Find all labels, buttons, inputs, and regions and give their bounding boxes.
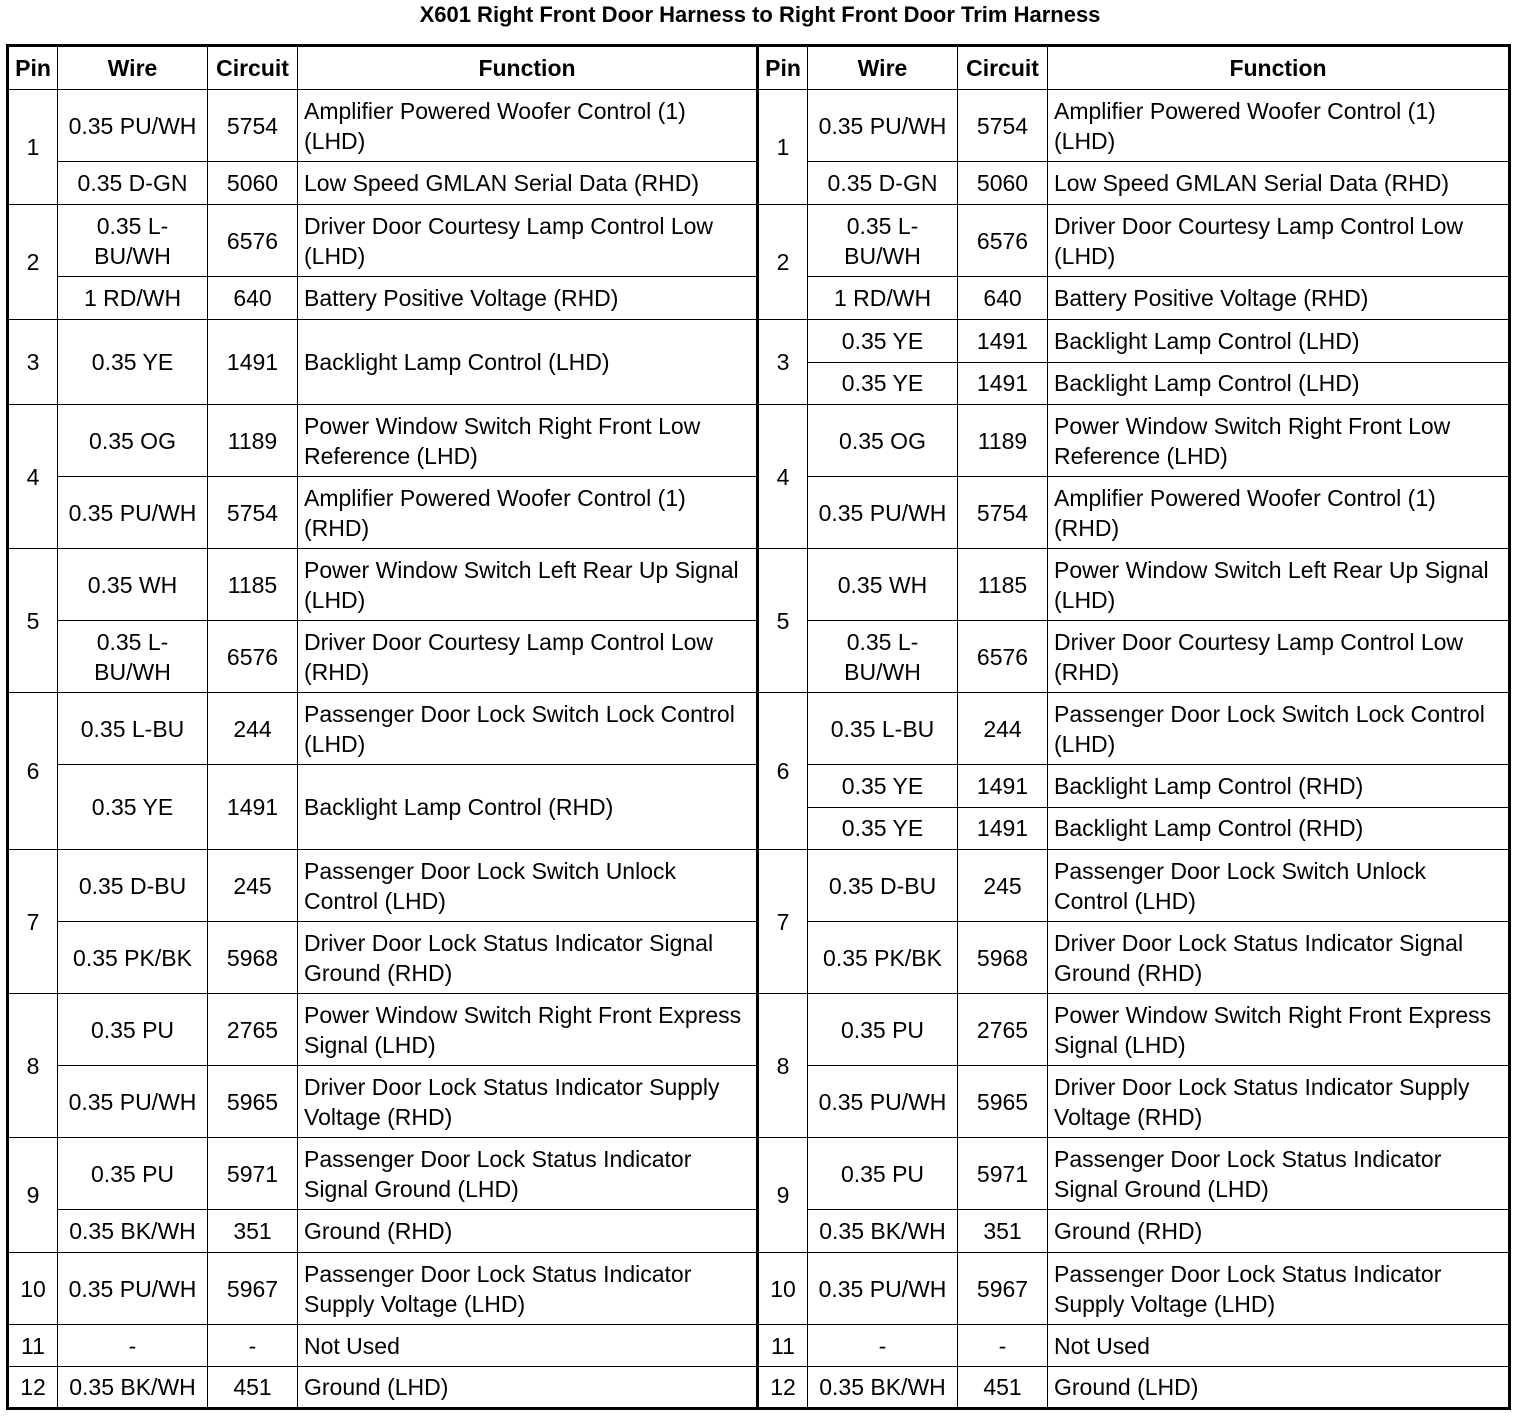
circuit-cell: 5754	[208, 90, 298, 162]
wire-cell: 0.35 BK/WH	[808, 1367, 958, 1409]
wire-cell: 0.35 PU	[58, 994, 208, 1066]
function-cell: Amplifier Powered Woofer Control (1) (LHD)	[1048, 90, 1510, 162]
header-circuit: Circuit	[208, 46, 298, 90]
circuit-cell: 2765	[958, 994, 1048, 1066]
circuit-cell: 640	[208, 277, 298, 320]
function-cell: Not Used	[298, 1325, 758, 1367]
wire-cell: 0.35 PU	[808, 994, 958, 1066]
circuit-cell: 5754	[958, 90, 1048, 162]
pin-cell: 6	[8, 693, 58, 850]
circuit-cell: 244	[208, 693, 298, 765]
wire-cell: 0.35 D-BU	[58, 850, 208, 922]
header-function: Function	[298, 46, 758, 90]
function-cell: Backlight Lamp Control (LHD)	[298, 320, 758, 405]
pinout-table	[6, 44, 1511, 1410]
function-cell: Power Window Switch Left Rear Up Signal (LHD)	[298, 549, 758, 621]
wire-cell: 0.35 PU	[808, 1138, 958, 1210]
circuit-cell: 5967	[958, 1253, 1048, 1325]
circuit-cell: 5754	[958, 477, 1048, 549]
table-row	[8, 994, 1510, 1066]
function-cell: Ground (LHD)	[298, 1367, 758, 1409]
circuit-cell: 1491	[208, 320, 298, 405]
pin-cell: 5	[758, 549, 808, 693]
pin-cell: 8	[758, 994, 808, 1138]
wire-cell: 0.35 YE	[808, 807, 958, 850]
pin-cell: 4	[758, 405, 808, 549]
wire-cell: 1 RD/WH	[58, 277, 208, 320]
function-cell: Driver Door Lock Status Indicator Signal Ground (RHD)	[298, 922, 758, 994]
pin-cell: 5	[8, 549, 58, 693]
circuit-cell: 1491	[958, 765, 1048, 808]
function-cell: Backlight Lamp Control (LHD)	[1048, 362, 1510, 405]
table-row	[8, 850, 1510, 922]
circuit-cell: 245	[958, 850, 1048, 922]
wire-cell: 0.35 PK/BK	[58, 922, 208, 994]
table-row	[8, 1367, 1510, 1409]
function-cell: Driver Door Courtesy Lamp Control Low (LHD)	[1048, 205, 1510, 277]
header-function: Function	[1048, 46, 1510, 90]
pin-cell: 2	[758, 205, 808, 320]
circuit-cell: 5060	[958, 162, 1048, 205]
circuit-cell: 2765	[208, 994, 298, 1066]
function-cell: Passenger Door Lock Status Indicator Supply Voltage (LHD)	[298, 1253, 758, 1325]
circuit-cell: 351	[958, 1210, 1048, 1253]
pin-cell: 1	[8, 90, 58, 205]
wire-cell: 0.35 BK/WH	[808, 1210, 958, 1253]
circuit-cell: 1491	[208, 765, 298, 850]
function-cell: Ground (RHD)	[1048, 1210, 1510, 1253]
pin-cell: 8	[8, 994, 58, 1138]
page-title: X601 Right Front Door Harness to Right Front Door Trim Harness	[419, 2, 1101, 27]
wire-cell: 0.35 PK/BK	[808, 922, 958, 994]
function-cell: Passenger Door Lock Switch Lock Control (LHD)	[1048, 693, 1510, 765]
wire-cell: 0.35 YE	[808, 362, 958, 405]
table-row	[8, 693, 1510, 765]
function-cell: Driver Door Lock Status Indicator Supply Voltage (RHD)	[1048, 1066, 1510, 1138]
circuit-cell: 5060	[208, 162, 298, 205]
table-row	[8, 1253, 1510, 1325]
circuit-cell: 451	[958, 1367, 1048, 1409]
pin-cell: 7	[8, 850, 58, 994]
function-cell: Passenger Door Lock Status Indicator Supply Voltage (LHD)	[1048, 1253, 1510, 1325]
circuit-cell: -	[958, 1325, 1048, 1367]
function-cell: Battery Positive Voltage (RHD)	[298, 277, 758, 320]
circuit-cell: 6576	[958, 205, 1048, 277]
header-pin: Pin	[8, 46, 58, 90]
wire-cell: 0.35 L-BU/WH	[808, 205, 958, 277]
wire-cell: 0.35 YE	[58, 320, 208, 405]
function-cell: Backlight Lamp Control (RHD)	[1048, 807, 1510, 850]
pin-cell: 10	[8, 1253, 58, 1325]
table-row	[8, 90, 1510, 162]
table-row	[8, 205, 1510, 277]
table-row	[8, 405, 1510, 477]
wire-cell: 0.35 PU/WH	[58, 1253, 208, 1325]
wire-cell: 0.35 L-BU	[808, 693, 958, 765]
function-cell: Driver Door Lock Status Indicator Signal Ground (RHD)	[1048, 922, 1510, 994]
circuit-cell: 6576	[958, 621, 1048, 693]
pin-cell: 10	[758, 1253, 808, 1325]
function-cell: Ground (LHD)	[1048, 1367, 1510, 1409]
wire-cell: 0.35 YE	[808, 320, 958, 363]
circuit-cell: 1491	[958, 807, 1048, 850]
circuit-cell: 5965	[208, 1066, 298, 1138]
circuit-cell: 5754	[208, 477, 298, 549]
function-cell: Driver Door Courtesy Lamp Control Low (RHD)	[1048, 621, 1510, 693]
pin-cell: 2	[8, 205, 58, 320]
pin-cell: 12	[758, 1367, 808, 1409]
wire-cell: -	[58, 1325, 208, 1367]
circuit-cell: -	[208, 1325, 298, 1367]
wire-cell: 0.35 PU/WH	[808, 90, 958, 162]
wire-cell: 0.35 PU/WH	[808, 1253, 958, 1325]
function-cell: Low Speed GMLAN Serial Data (RHD)	[298, 162, 758, 205]
circuit-cell: 1189	[208, 405, 298, 477]
function-cell: Passenger Door Lock Switch Lock Control (LHD)	[298, 693, 758, 765]
wire-cell: 0.35 PU/WH	[808, 477, 958, 549]
function-cell: Passenger Door Lock Switch Unlock Control (LHD)	[298, 850, 758, 922]
circuit-cell: 5965	[958, 1066, 1048, 1138]
function-cell: Power Window Switch Right Front Low Reference (LHD)	[298, 405, 758, 477]
circuit-cell: 5968	[208, 922, 298, 994]
function-cell: Passenger Door Lock Status Indicator Signal Ground (LHD)	[298, 1138, 758, 1210]
pin-cell: 4	[8, 405, 58, 549]
function-cell: Driver Door Lock Status Indicator Supply Voltage (RHD)	[298, 1066, 758, 1138]
wire-cell: 0.35 WH	[58, 549, 208, 621]
function-cell: Low Speed GMLAN Serial Data (RHD)	[1048, 162, 1510, 205]
pin-cell: 1	[758, 90, 808, 205]
table-row	[8, 1138, 1510, 1210]
wire-cell: 0.35 OG	[58, 405, 208, 477]
circuit-cell: 451	[208, 1367, 298, 1409]
function-cell: Not Used	[1048, 1325, 1510, 1367]
circuit-cell: 1189	[958, 405, 1048, 477]
pin-cell: 9	[8, 1138, 58, 1253]
function-cell: Amplifier Powered Woofer Control (1) (RHD)	[1048, 477, 1510, 549]
circuit-cell: 6576	[208, 205, 298, 277]
table-row	[8, 549, 1510, 621]
circuit-cell: 244	[958, 693, 1048, 765]
function-cell: Backlight Lamp Control (LHD)	[1048, 320, 1510, 363]
wire-cell: 0.35 D-GN	[58, 162, 208, 205]
pin-cell: 3	[8, 320, 58, 405]
pin-cell: 6	[758, 693, 808, 850]
pin-cell: 11	[8, 1325, 58, 1367]
function-cell: Passenger Door Lock Switch Unlock Control (LHD)	[1048, 850, 1510, 922]
circuit-cell: 1185	[208, 549, 298, 621]
function-cell: Power Window Switch Right Front Express Signal (LHD)	[298, 994, 758, 1066]
circuit-cell: 5968	[958, 922, 1048, 994]
circuit-cell: 5971	[958, 1138, 1048, 1210]
wire-cell: 0.35 L-BU/WH	[58, 205, 208, 277]
wire-cell: 0.35 YE	[808, 765, 958, 808]
circuit-cell: 5967	[208, 1253, 298, 1325]
function-cell: Passenger Door Lock Status Indicator Signal Ground (LHD)	[1048, 1138, 1510, 1210]
wire-cell: 0.35 PU/WH	[808, 1066, 958, 1138]
function-cell: Power Window Switch Right Front Express Signal (LHD)	[1048, 994, 1510, 1066]
wire-cell: 0.35 PU/WH	[58, 1066, 208, 1138]
pin-cell: 11	[758, 1325, 808, 1367]
wire-cell: 0.35 WH	[808, 549, 958, 621]
circuit-cell: 6576	[208, 621, 298, 693]
pin-cell: 7	[758, 850, 808, 994]
function-cell: Amplifier Powered Woofer Control (1) (RHD)	[298, 477, 758, 549]
wire-cell: 0.35 D-BU	[808, 850, 958, 922]
wire-cell: 0.35 D-GN	[808, 162, 958, 205]
header-wire: Wire	[58, 46, 208, 90]
wire-cell: 0.35 L-BU	[58, 693, 208, 765]
function-cell: Backlight Lamp Control (RHD)	[1048, 765, 1510, 808]
function-cell: Driver Door Courtesy Lamp Control Low (LHD)	[298, 205, 758, 277]
circuit-cell: 1185	[958, 549, 1048, 621]
wire-cell: 1 RD/WH	[808, 277, 958, 320]
header-row	[8, 46, 1510, 90]
function-cell: Power Window Switch Left Rear Up Signal (LHD)	[1048, 549, 1510, 621]
pin-cell: 9	[758, 1138, 808, 1253]
circuit-cell: 5971	[208, 1138, 298, 1210]
circuit-cell: 1491	[958, 320, 1048, 363]
circuit-cell: 351	[208, 1210, 298, 1253]
wire-cell: 0.35 L-BU/WH	[808, 621, 958, 693]
wire-cell: 0.35 BK/WH	[58, 1210, 208, 1253]
header-wire: Wire	[808, 46, 958, 90]
wire-cell: 0.35 PU	[58, 1138, 208, 1210]
circuit-cell: 1491	[958, 362, 1048, 405]
header-circuit: Circuit	[958, 46, 1048, 90]
pin-cell: 12	[8, 1367, 58, 1409]
function-cell: Driver Door Courtesy Lamp Control Low (RHD)	[298, 621, 758, 693]
function-cell: Backlight Lamp Control (RHD)	[298, 765, 758, 850]
wire-cell: 0.35 OG	[808, 405, 958, 477]
function-cell: Battery Positive Voltage (RHD)	[1048, 277, 1510, 320]
circuit-cell: 640	[958, 277, 1048, 320]
wire-cell: -	[808, 1325, 958, 1367]
wire-cell: 0.35 L-BU/WH	[58, 621, 208, 693]
header-pin: Pin	[758, 46, 808, 90]
wire-cell: 0.35 YE	[58, 765, 208, 850]
pin-cell: 3	[758, 320, 808, 405]
circuit-cell: 245	[208, 850, 298, 922]
wire-cell: 0.35 PU/WH	[58, 90, 208, 162]
table-row	[8, 320, 1510, 363]
function-cell: Ground (RHD)	[298, 1210, 758, 1253]
wire-cell: 0.35 PU/WH	[58, 477, 208, 549]
wire-cell: 0.35 BK/WH	[58, 1367, 208, 1409]
function-cell: Amplifier Powered Woofer Control (1) (LHD)	[298, 90, 758, 162]
table-row	[8, 1325, 1510, 1367]
function-cell: Power Window Switch Right Front Low Reference (LHD)	[1048, 405, 1510, 477]
